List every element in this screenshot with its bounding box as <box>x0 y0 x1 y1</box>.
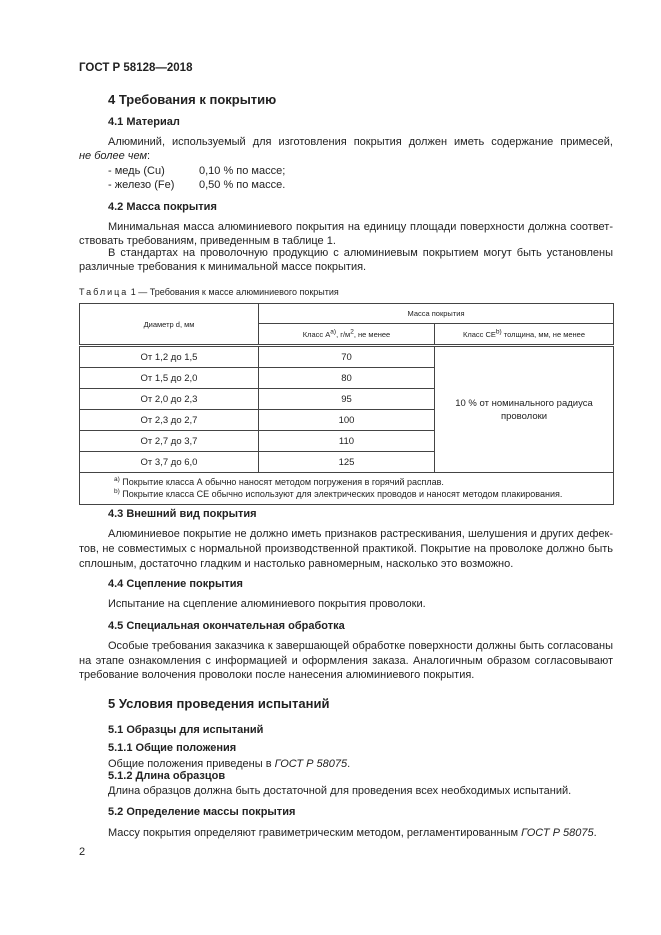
section-4-2-para1-line2: ствовать требованиям, приведенным в таблице 1. <box>79 235 336 247</box>
table-caption: Таблица 1 — Требования к массе алюминиевого покрытия <box>79 287 339 297</box>
section-4-4-line1: Испытание на сцепление алюминиевого покрытия проволоки. <box>108 598 426 610</box>
cell-diameter: От 1,2 до 1,5 <box>80 346 259 368</box>
section-5-2-title: 5.2 Определение массы покрытия <box>108 806 296 818</box>
section-5-1-2-text: Длина образцов должна быть достаточной для проведения всех необходимых испытаний. <box>108 785 572 797</box>
section-4-3-line2: тов, не совместимых с нормальной производственной практикой. Покрытие на проволоке должно быть <box>79 543 613 555</box>
cell-class-a: 80 <box>259 368 435 389</box>
section-4-3-line1: Алюминиевое покрытие не должно иметь признаков растрескивания, шелушения и других дефек- <box>108 528 613 540</box>
section-4-5-title: 4.5 Специальная окончательная обработка <box>108 620 345 632</box>
table-row <box>80 346 614 368</box>
section-4-2-para2-line2: различные требования к минимальной массе покрытия. <box>79 261 367 273</box>
cell-class-a: 110 <box>259 431 435 452</box>
section-4-5-line3: требование волочения проволоки после нанесения алюминиевого покрытия. <box>79 669 475 681</box>
impurity-item-iron <box>108 177 174 193</box>
cell-diameter: От 2,3 до 2,7 <box>80 410 259 431</box>
table-note-b: $^{b)}$ Покрытие класса СЕ обычно используют для электрических проводов и наносят методом плакирования. <box>114 488 563 499</box>
table-note-a: $^{a)}$ Покрытие класса А обычно наносят методом погружения в горячий расплав. <box>114 476 444 487</box>
section-4-1-title: 4.1 Материал <box>108 116 180 128</box>
cell-diameter: От 2,7 до 3,7 <box>80 431 259 452</box>
cell-diameter: От 2,0 до 2,3 <box>80 389 259 410</box>
cell-class-a: 100 <box>259 410 435 431</box>
coating-mass-table <box>79 303 614 505</box>
section-4-1-para-end: не более чем: <box>79 150 151 162</box>
section-5-title: 5 Условия проведения испытаний <box>108 696 330 711</box>
table-notes <box>80 473 614 505</box>
section-5-1-2-title: 5.1.2 Длина образцов <box>108 770 226 782</box>
section-5-1-1-text: Общие положения приведены в ГОСТ Р 58075. <box>108 758 351 770</box>
section-4-3-title: 4.3 Внешний вид покрытия <box>108 508 257 520</box>
section-4-4-title: 4.4 Сцепление покрытия <box>108 578 243 590</box>
section-4-2-para2-line1: В стандартах на проволочную продукцию с алюминиевым покрытием могут быть установлены <box>108 247 613 259</box>
cell-class-a: 125 <box>259 452 435 473</box>
section-4-2-title: 4.2 Масса покрытия <box>108 201 217 213</box>
impurity-value-iron: 0,50 % по массе. <box>199 179 286 191</box>
section-4-5-line2: на этапе ознакомления с информацией и оформления заказа. Аналогичным образом согласовывают <box>79 655 613 667</box>
impurity-name: - медь (Cu) <box>108 165 165 177</box>
section-5-1-title: 5.1 Образцы для испытаний <box>108 724 264 736</box>
section-4-2-para1-line1: Минимальная масса алюминиевого покрытия на единицу площади поверхности должна соответ- <box>108 221 613 233</box>
cell-diameter: От 1,5 до 2,0 <box>80 368 259 389</box>
section-4-5-line1: Особые требования заказчика к завершающей обработке поверхности должны быть согласованы <box>108 640 613 652</box>
section-4-1-para: Алюминий, используемый для изготовления покрытия должен иметь содержание примесей, <box>108 136 613 148</box>
header-diameter: Диаметр d, мм <box>80 304 259 346</box>
section-5-1-1-title: 5.1.1 Общие положения <box>108 742 237 754</box>
cell-class-a: 70 <box>259 346 435 368</box>
cell-class-a: 95 <box>259 389 435 410</box>
cell-class-ce: 10 % от номинального радиуса проволоки <box>435 346 614 473</box>
header-class-a: Класс $А^{a)}$, $г/м^2$, не менее <box>259 324 435 346</box>
impurity-value-copper: 0,10 % по массе; <box>199 165 286 177</box>
header-class-ce: Класс СЕ$^{b)}$ толщина, мм, не менее <box>435 324 614 346</box>
cell-diameter: От 3,7 до 6,0 <box>80 452 259 473</box>
header-coating-mass: Масса покрытия <box>259 304 614 324</box>
section-5-2-text: Массу покрытия определяют гравиметрическим методом, регламентированным ГОСТ Р 58075. <box>108 827 597 839</box>
document-code: ГОСТ Р 58128—2018 <box>79 62 193 74</box>
impurity-name: - железо (Fe) <box>108 179 175 191</box>
section-4-title: 4 Требования к покрытию <box>108 92 277 107</box>
page-number: 2 <box>79 846 86 858</box>
section-4-3-line3: сплошным, достаточно гладким и настолько равномерным, насколько это возможно. <box>79 558 514 570</box>
